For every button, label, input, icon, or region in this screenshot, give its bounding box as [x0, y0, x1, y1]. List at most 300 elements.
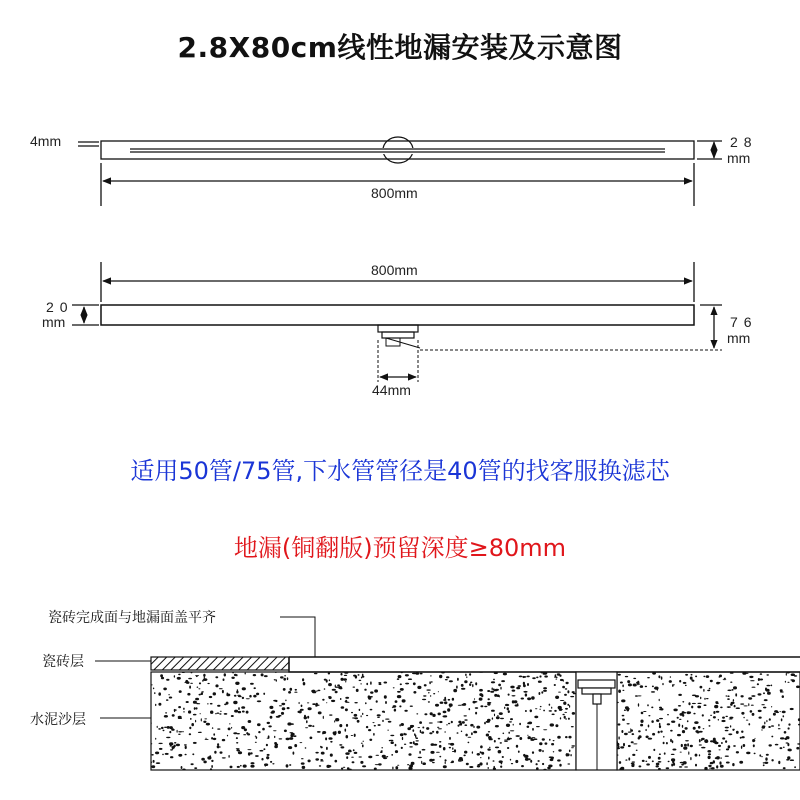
mortar-speckle [670, 739, 672, 742]
mortar-speckle [307, 702, 309, 703]
mortar-speckle [157, 726, 158, 728]
mortar-speckle [397, 691, 401, 693]
mortar-speckle [276, 716, 280, 718]
mortar-speckle [205, 739, 209, 740]
mortar-speckle [182, 731, 184, 732]
mortar-speckle [432, 762, 435, 763]
mortar-speckle [711, 767, 715, 769]
mortar-speckle [158, 743, 162, 744]
mortar-speckle [422, 762, 426, 765]
mortar-speckle [213, 733, 215, 736]
mortar-speckle [501, 762, 503, 765]
mortar-speckle [535, 708, 537, 709]
mortar-speckle [400, 688, 404, 691]
mortar-speckle [280, 676, 284, 678]
mortar-speckle [183, 711, 185, 712]
mortar-speckle [199, 682, 201, 684]
mortar-speckle [443, 747, 446, 750]
mortar-speckle [527, 722, 529, 724]
mortar-speckle [453, 689, 457, 692]
mortar-speckle [439, 675, 442, 678]
mortar-speckle [452, 698, 454, 701]
mortar-speckle [704, 767, 707, 770]
mortar-speckle [253, 695, 256, 698]
mortar-speckle [536, 677, 538, 679]
mortar-speckle [572, 691, 575, 693]
mortar-speckle [739, 761, 743, 764]
mortar-speckle [410, 706, 413, 707]
mortar-speckle [527, 676, 530, 678]
drain-body-side [101, 305, 694, 325]
mortar-speckle [166, 737, 170, 738]
mortar-speckle [270, 761, 272, 763]
mortar-speckle [748, 697, 752, 699]
mortar-speckle [439, 745, 442, 748]
mortar-speckle [150, 761, 152, 763]
mortar-speckle [752, 740, 754, 742]
mortar-speckle [163, 688, 167, 691]
mortar-speckle [663, 742, 665, 744]
mortar-speckle [474, 701, 477, 703]
mortar-speckle [215, 676, 218, 678]
mortar-speckle [679, 766, 682, 768]
mortar-speckle [408, 767, 412, 770]
mortar-speckle [731, 689, 733, 691]
mortar-speckle [345, 681, 346, 682]
mortar-speckle [370, 691, 373, 693]
mortar-speckle [211, 765, 213, 768]
mortar-speckle [385, 719, 389, 720]
mortar-speckle [552, 714, 555, 716]
mortar-speckle [620, 767, 624, 770]
mortar-speckle [443, 765, 447, 768]
mortar-speckle [335, 691, 337, 694]
mortar-speckle [708, 756, 711, 759]
mortar-speckle [481, 752, 484, 755]
mortar-speckle [424, 713, 427, 715]
mortar-speckle [373, 733, 375, 736]
mortar-speckle [481, 694, 483, 697]
mortar-speckle [192, 753, 194, 755]
mortar-speckle [565, 736, 568, 738]
mortar-speckle [517, 703, 519, 705]
mortar-speckle [393, 687, 395, 688]
mortar-speckle [178, 734, 181, 735]
mortar-speckle [695, 764, 697, 767]
mortar-speckle [491, 681, 495, 683]
mortar-speckle [196, 675, 198, 677]
mortar-speckle [428, 701, 430, 702]
mortar-speckle [525, 710, 527, 712]
mortar-speckle [564, 712, 567, 713]
mortar-speckle [274, 736, 275, 738]
mortar-speckle [217, 728, 220, 729]
mortar-speckle [523, 684, 526, 687]
mortar-speckle [470, 682, 472, 684]
mortar-speckle [369, 739, 372, 741]
mortar-speckle [790, 759, 794, 761]
mortar-speckle [449, 737, 451, 740]
mortar-speckle [763, 692, 765, 694]
mortar-speckle [645, 729, 646, 731]
mortar-speckle [422, 749, 426, 751]
mortar-speckle [454, 749, 456, 752]
mortar-speckle [764, 722, 765, 725]
mortar-speckle [767, 692, 771, 695]
mortar-speckle [541, 681, 542, 682]
mortar-speckle [402, 737, 403, 740]
mortar-speckle [641, 712, 644, 715]
mortar-speckle [464, 715, 467, 716]
mortar-speckle [236, 691, 238, 694]
mortar-speckle [534, 716, 538, 719]
mortar-speckle [640, 724, 643, 727]
mortar-speckle [568, 718, 570, 720]
mortar-speckle [251, 762, 255, 764]
mortar-speckle [386, 756, 388, 757]
mortar-speckle [359, 680, 362, 681]
mortar-speckle [742, 736, 745, 738]
mortar-speckle [704, 740, 706, 743]
mortar-speckle [228, 728, 231, 731]
mortar-speckle [444, 701, 447, 704]
mortar-speckle [231, 677, 234, 679]
mortar-speckle [498, 684, 501, 687]
mortar-speckle [200, 713, 201, 714]
mortar-speckle [472, 684, 473, 687]
mortar-speckle [466, 763, 469, 765]
mortar-speckle [469, 766, 473, 768]
mortar-speckle [699, 731, 703, 733]
mortar-speckle [397, 678, 399, 680]
mortar-speckle [768, 726, 771, 728]
mortar-speckle [360, 683, 361, 684]
mortar-speckle [781, 718, 783, 721]
mortar-speckle [201, 718, 202, 721]
mortar-speckle [468, 742, 470, 744]
mortar-speckle [431, 681, 433, 682]
mortar-speckle [708, 753, 711, 755]
mortar-speckle [390, 735, 394, 736]
mortar-speckle [659, 709, 663, 710]
mortar-speckle [155, 738, 156, 740]
mortar-speckle [652, 686, 654, 688]
mortar-speckle [369, 696, 373, 698]
mortar-speckle [475, 707, 478, 709]
mortar-speckle [673, 709, 677, 712]
mortar-speckle [550, 723, 554, 726]
mortar-speckle [550, 757, 554, 760]
mortar-speckle [213, 692, 216, 695]
mortar-speckle [414, 733, 416, 736]
mortar-speckle [368, 729, 371, 731]
mortar-speckle [785, 681, 786, 683]
mortar-speckle [530, 709, 532, 712]
mortar-speckle [315, 752, 318, 754]
mortar-speckle [345, 729, 347, 732]
mortar-speckle [563, 702, 566, 705]
mortar-speckle [659, 725, 661, 728]
mortar-speckle [474, 698, 475, 700]
mortar-speckle [217, 747, 221, 748]
mortar-speckle [222, 757, 226, 758]
mortar-speckle [449, 747, 451, 749]
mortar-speckle [691, 674, 693, 676]
mortar-speckle [565, 708, 568, 710]
mortar-speckle [161, 727, 164, 729]
mortar-speckle [690, 745, 693, 747]
mortar-speckle [353, 687, 356, 688]
mortar-speckle [203, 721, 206, 723]
mortar-speckle [718, 745, 721, 747]
mortar-speckle [351, 757, 354, 758]
mortar-speckle [289, 764, 291, 766]
mortar-speckle [341, 746, 345, 748]
mortar-speckle [633, 743, 637, 744]
mortar-speckle [790, 708, 794, 710]
mortar-speckle [667, 714, 669, 715]
mortar-speckle [397, 695, 401, 698]
label-mortar-layer: 水泥沙层 [30, 712, 86, 728]
mortar-speckle [549, 710, 552, 712]
mortar-speckle [232, 672, 234, 673]
mortar-speckle [732, 763, 734, 766]
mortar-speckle [217, 705, 220, 707]
drain-outlet-side [378, 325, 420, 348]
mortar-speckle [736, 751, 739, 753]
mortar-speckle [165, 753, 169, 755]
mortar-speckle [532, 751, 534, 754]
mortar-speckle [439, 741, 441, 743]
mortar-speckle [780, 747, 783, 749]
mortar-speckle [725, 716, 728, 717]
mortar-speckle [416, 713, 418, 714]
mortar-speckle [301, 758, 304, 759]
mortar-speckle [766, 754, 769, 756]
mortar-speckle [488, 731, 490, 732]
mortar-speckle [306, 720, 308, 723]
mortar-speckle [153, 760, 155, 763]
mortar-speckle [290, 732, 294, 733]
mortar-speckle [308, 760, 311, 763]
mortar-speckle [466, 676, 467, 678]
mortar-speckle [519, 737, 522, 740]
mortar-speckle [493, 760, 495, 762]
mortar-speckle [346, 735, 349, 738]
mortar-speckle [681, 744, 683, 747]
mortar-speckle [572, 712, 575, 715]
mortar-speckle [648, 725, 650, 728]
mortar-speckle [783, 715, 785, 717]
mortar-speckle [166, 679, 169, 681]
mortar-speckle [469, 708, 471, 710]
mortar-speckle [290, 734, 293, 737]
mortar-speckle [678, 724, 680, 727]
mortar-speckle [267, 756, 269, 759]
mortar-speckle [500, 687, 501, 690]
mortar-speckle [155, 752, 159, 755]
mortar-speckle [679, 719, 681, 720]
mortar-speckle [246, 711, 249, 714]
mortar-speckle [381, 750, 383, 752]
mortar-speckle [174, 675, 175, 678]
mortar-speckle [656, 763, 660, 766]
mortar-speckle [642, 760, 645, 762]
mortar-speckle [656, 719, 659, 722]
mortar-speckle [647, 677, 650, 678]
mortar-speckle [344, 675, 347, 676]
mortar-speckle [372, 722, 374, 723]
mortar-speckle [217, 713, 220, 714]
mortar-speckle [365, 702, 367, 704]
mortar-speckle [354, 714, 358, 717]
mortar-speckle [690, 757, 691, 760]
mortar-speckle [703, 689, 704, 692]
mortar-speckle [169, 731, 171, 733]
mortar-speckle [440, 702, 444, 704]
mortar-speckle [496, 716, 500, 719]
mortar-speckle [226, 694, 230, 697]
mortar-speckle [730, 725, 731, 727]
mortar-speckle [741, 712, 744, 715]
mortar-speckle [223, 678, 225, 681]
leader-flush [280, 617, 315, 657]
mortar-speckle [543, 710, 545, 712]
mortar-speckle [566, 682, 569, 684]
mortar-speckle [527, 735, 528, 736]
mortar-speckle [700, 697, 701, 700]
mortar-speckle [725, 730, 729, 732]
mortar-speckle [571, 745, 575, 746]
mortar-speckle [488, 757, 490, 760]
mortar-speckle [270, 716, 273, 719]
mortar-speckle [766, 689, 770, 692]
mortar-speckle [530, 760, 532, 763]
mortar-speckle [671, 754, 675, 755]
mortar-speckle [308, 707, 312, 710]
mortar-speckle [759, 717, 762, 719]
mortar-speckle [450, 762, 452, 763]
mortar-speckle [628, 757, 630, 760]
mortar-speckle [652, 760, 654, 762]
mortar-speckle [560, 679, 564, 681]
label-flush-surface: 瓷砖完成面与地漏面盖平齐 [48, 610, 216, 626]
mortar-speckle [525, 693, 527, 696]
mortar-speckle [355, 675, 357, 678]
mortar-speckle [197, 687, 199, 688]
mortar-speckle [752, 687, 756, 688]
mortar-speckle [286, 738, 290, 741]
mortar-speckle [430, 675, 431, 676]
mortar-speckle [784, 731, 787, 734]
mortar-speckle [618, 746, 620, 748]
mortar-speckle [494, 714, 495, 717]
mortar-speckle [727, 698, 730, 700]
mortar-speckle [462, 759, 463, 761]
mortar-speckle [209, 696, 212, 698]
mortar-speckle [630, 729, 633, 732]
mortar-speckle [259, 750, 263, 752]
mortar-speckle [523, 754, 525, 757]
mortar-speckle [414, 743, 418, 745]
mortar-speckle [438, 713, 441, 716]
mortar-speckle [557, 736, 561, 739]
mortar-speckle [722, 717, 725, 719]
mortar-speckle [170, 745, 172, 746]
mortar-speckle [555, 679, 557, 680]
mortar-speckle [377, 717, 380, 718]
mortar-speckle [511, 763, 513, 764]
mortar-speckle [493, 679, 495, 681]
mortar-speckle [688, 702, 690, 705]
mortar-speckle [744, 705, 748, 706]
mortar-speckle [281, 703, 285, 705]
mortar-speckle [688, 751, 689, 754]
mortar-speckle [636, 682, 639, 684]
mortar-speckle [652, 733, 655, 736]
mortar-speckle [176, 744, 180, 747]
mortar-speckle [771, 736, 773, 738]
mortar-speckle [512, 690, 516, 692]
mortar-speckle [184, 744, 187, 745]
mortar-speckle [693, 727, 696, 730]
mortar-speckle [653, 749, 655, 751]
page-title: 2.8X80cm线性地漏安装及示意图 [177, 31, 623, 64]
mortar-speckle [498, 750, 502, 753]
mortar-speckle [505, 704, 509, 706]
mortar-speckle [659, 707, 662, 709]
mortar-speckle [209, 755, 211, 758]
mortar-speckle [729, 717, 733, 719]
mortar-speckle [391, 754, 393, 756]
mortar-speckle [178, 716, 182, 719]
mortar-speckle [204, 718, 207, 719]
mortar-speckle [464, 751, 467, 754]
mortar-speckle [707, 750, 711, 753]
mortar-speckle [323, 716, 324, 719]
mortar-speckle [720, 707, 723, 709]
mortar-speckle [788, 749, 791, 752]
mortar-speckle [195, 720, 196, 723]
mortar-speckle [679, 713, 683, 716]
mortar-speckle [510, 718, 513, 720]
mortar-speckle [418, 757, 422, 758]
mortar-speckle [728, 745, 731, 748]
mortar-speckle [463, 703, 466, 706]
mortar-speckle [480, 705, 483, 707]
mortar-speckle [479, 762, 482, 765]
mortar-speckle [432, 731, 434, 733]
mortar-speckle [407, 764, 409, 765]
mortar-speckle [508, 694, 510, 696]
mortar-speckle [516, 735, 520, 737]
mortar-speckle [320, 761, 324, 762]
mortar-speckle [448, 723, 450, 725]
mortar-speckle [330, 741, 332, 743]
mortar-speckle [210, 711, 213, 714]
mortar-speckle [718, 719, 719, 721]
mortar-speckle [543, 769, 546, 770]
mortar-speckle [794, 766, 796, 768]
mortar-speckle [741, 746, 742, 749]
mortar-speckle [506, 724, 510, 727]
mortar-speckle [539, 675, 541, 677]
mortar-speckle [158, 728, 161, 730]
mortar-speckle [618, 723, 621, 725]
mortar-speckle [410, 727, 413, 728]
mortar-speckle [457, 678, 459, 681]
mortar-speckle [618, 690, 621, 693]
